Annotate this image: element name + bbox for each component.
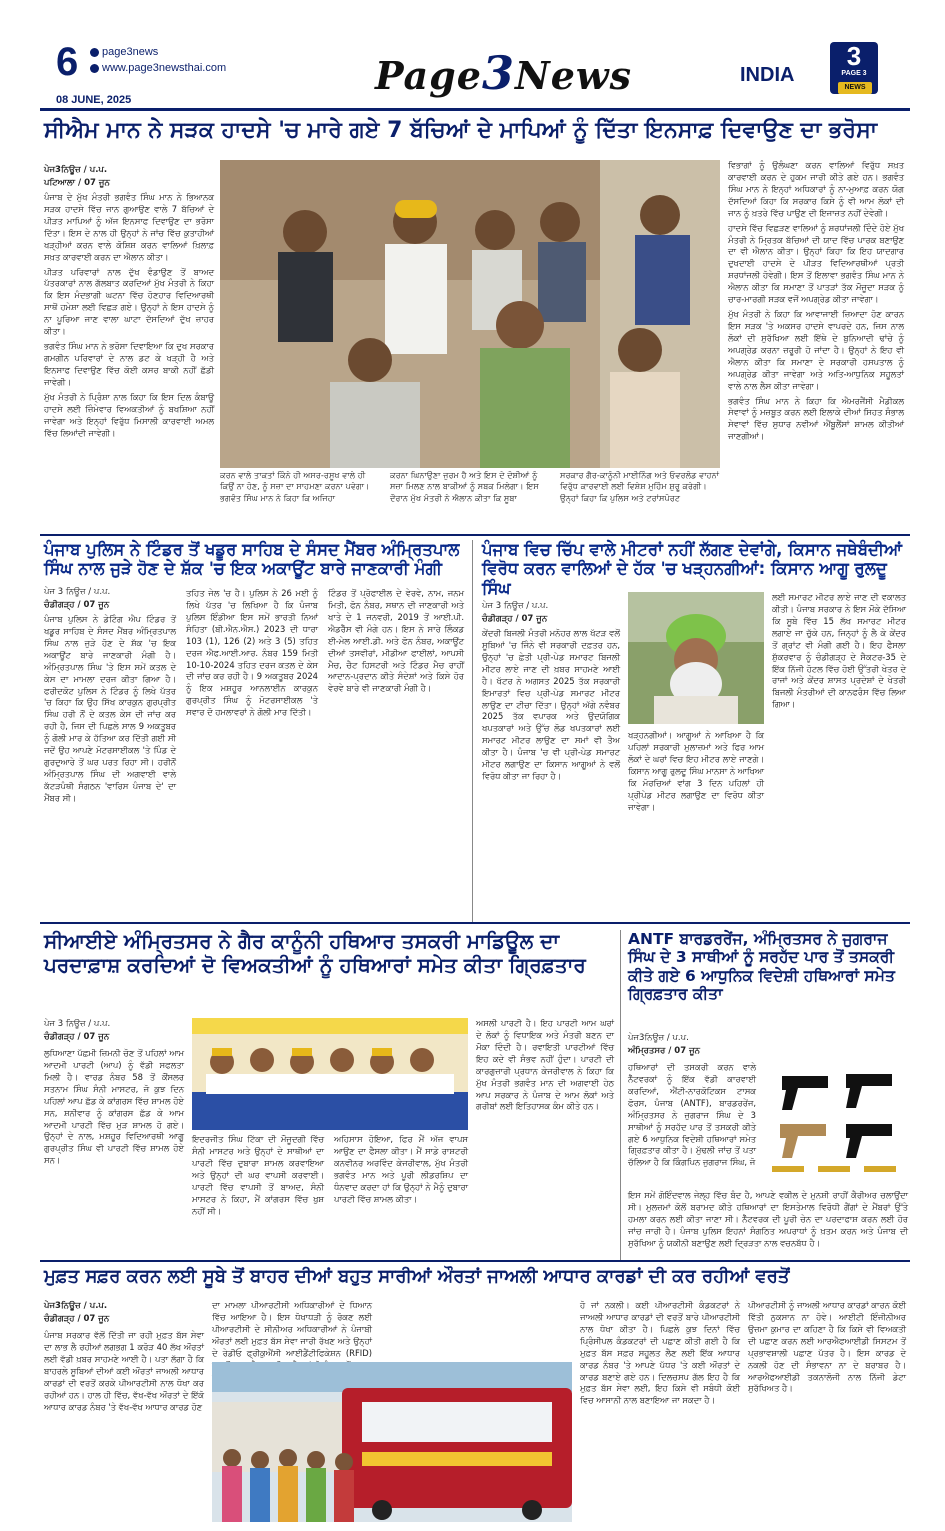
story1-caption1: ਕਰਨ ਵਾਲੇ ਤਾਕਤਾਂ ਕਿੰਨੇ ਹੀ ਅਸਰ-ਰਸੂਖ ਵਾਲੇ ਹੀ ਕਿਉਂ ਨਾ ਹੋਣ, ਨੂੰ ਸਜ਼ਾ ਦਾ ਸਾਹਮਣਾ ਕਰਨਾ ਪਵੇਗਾ। ਭਗਵੰਤ ਸਿੰਘ ਮਾਨ ਨੇ ਕਿਹਾ ਕਿ ਅਜਿਹਾ <box>220 470 370 503</box>
story3-col2: ਖੜ੍ਹਨਗੀਆਂ। ਆਗੂਆਂ ਨੇ ਆਖਿਆ ਹੈ ਕਿ ਪਹਿਲਾਂ ਸਰਕਾਰੀ ਮੁਲਾਜ਼ਮਾਂ ਅਤੇ ਫਿਰ ਆਮ ਲੋਕਾਂ ਦੇ ਘਰਾਂ ਵਿਚ ਇਹ ਮੀਟਰ ਲਾਏ ਜਾਣਗੇ। ਕਿਸਾਨ ਆਗੂ ਰੁਲਦੂ ਸਿੰਘ ਮਾਨਸਾ ਨੇ ਆਖਿਆ ਕਿ ਮੋਰਚਿਆਂ ਵਾਂਗ 3 ਦਿਨ ਪਹਿਲਾਂ ਹੀ ਪ੍ਰੀਪੇਡ ਮੀਟਰ ਲਗਾਉਣ ਦਾ ਵਿਰੋਧ ਕੀਤਾ ਜਾਵੇਗਾ। <box>628 730 765 812</box>
story4-headline: ਸੀਆਈਏ ਅੰਮ੍ਰਿਤਸਰ ਨੇ ਗੈਰ ਕਾਨੂੰਨੀ ਹਥਿਆਰ ਤਸਕਰੀ ਮਾਡਿਊਲ ਦਾ ਪਰਦਾਫ਼ਾਸ਼ ਕਰਦਿਆਂ ਦੋ ਵਿਅਕਤੀਆਂ ਨੂੰ ਹਥਿਆਰਾਂ ਸਮੇਤ ਕੀਤਾ ਗ੍ਰਿਫ਼ਤਾਰ <box>44 929 586 977</box>
column-divider <box>620 930 621 1260</box>
globe-icon <box>90 64 99 73</box>
page3-badge: 3 PAGE 3 NEWS <box>830 42 878 94</box>
masthead <box>40 36 910 108</box>
story1-col-right: ਵਿਭਾਗਾਂ ਨੂੰ ਉਲੰਘਣਾ ਕਰਨ ਵਾਲਿਆਂ ਵਿਰੁੱਧ ਸਖ਼ਤ ਕਾਰਵਾਈ ਕਰਨ ਦੇ ਹੁਕਮ ਜਾਰੀ ਕੀਤੇ ਗਏ ਹਨ। ਭਗਵੰਤ ਸਿੰਘ ਮਾਨ ਨੇ ਇਨ੍ਹਾਂ ਅਧਿਕਾਰਾਂ ਨੂੰ ਨਾ-ਮੁਆਫ਼ ਕਰਨ ਯੋਗ ਦੱਸਦਿਆਂ ਕਿਹਾ ਕਿ ਸਰਕਾਰ ਕਿਸੇ ਨੂੰ ਵੀ ਆਮ ਲੋਕਾਂ ਦੀ ਜਾਨ ਨੂੰ ਖ਼ਤਰੇ ਵਿੱਚ ਪਾਉਣ ਦੀ ਇਜਾਜ਼ਤ ਨਹੀਂ ਦੇਵੇਗੀ। ਹਾਦਸੇ ਵਿੱਚ ਵਿਛੜਣ ਵਾਲਿਆਂ ਨੂੰ ਸ਼ਰਧਾਂਜਲੀ ਦਿੰਦੇ ਹੋਏ ਮੁੱਖ ਮੰਤਰੀ ਨੇ ਮ੍ਰਿਤਕ ਬੱਚਿਆਂ ਦੀ ਯਾਦ ਵਿੱਚ ਪਾਰਕ ਬਣਾਉਣ ਦਾ ਵੀ ਐਲਾਨ ਕੀਤਾ। ਉਨ੍ਹਾਂ ਕਿਹਾ ਕਿ ਇਹ ਯਾਦਗਾਰ ਦੁਖਦਾਈ ਹਾਦਸੇ ਦੇ ਪੀੜਤ ਵਿਦਿਆਰਥੀਆਂ ਪ੍ਰਤੀ ਸ਼ਰਧਾਂਜਲੀ ਹੋਵੇਗੀ। ਇਸ ਤੋਂ ਇਲਾਵਾ ਭਗਵੰਤ ਸਿੰਘ ਮਾਨ ਨੇ ਐਲਾਨ ਕੀਤਾ ਕਿ ਸਮਾਣਾ ਤੋਂ ਪਾਤੜਾਂ ਤੱਕ ਮੌਜੂਦਾ ਸੜਕ ਨੂੰ ਚਾਰ-ਮਾਰਗੀ ਸੜਕ ਵਜੋਂ ਅਪਗ੍ਰੇਡ ਕੀਤਾ ਜਾਵੇਗਾ। ਮੁੱਖ ਮੰਤਰੀ ਨੇ ਕਿਹਾ ਕਿ ਆਵਾਜਾਈ ਜ਼ਿਆਦਾ ਹੋਣ ਕਾਰਨ ਇਸ ਸੜਕ 'ਤੇ ਅਕਸਰ ਹਾਦਸੇ ਵਾਪਰਦੇ ਹਨ, ਜਿਸ ਨਾਲ ਲੋਕਾਂ ਦੀ ਸੁਰੱਖਿਆ ਲਈ ਇੱਥੇ ਦੇ ਬੁਨਿਆਦੀ ਢਾਂਚੇ ਨੂੰ ਅਪਗ੍ਰੇਡ ਕਰਨਾ ਜ਼ਰੂਰੀ ਹੋ ਜਾਂਦਾ ਹੈ। ਉਨ੍ਹਾਂ ਨੇ ਇਹ ਵੀ ਐਲਾਨ ਕੀਤਾ ਕਿ ਸਮਾਣਾ ਦੇ ਸਰਕਾਰੀ ਹਸਪਤਾਲ ਨੂੰ ਅਪਗ੍ਰੇਡ ਕੀਤਾ ਜਾਵੇਗਾ ਅਤੇ ਅਤਿ-ਆਧੁਨਿਕ ਸਹੂਲਤਾਂ ਵਾਲੇ ਨਾਲ ਲੈਸ ਕੀਤਾ ਜਾਵੇਗਾ। ਭਗਵੰਤ ਸਿੰਘ ਮਾਨ ਨੇ ਕਿਹਾ ਕਿ ਐਮਰਜੈਂਸੀ ਮੈਡੀਕਲ ਸੇਵਾਵਾਂ ਨੂੰ ਮਜ਼ਬੂਤ ਕਰਨ ਲਈ ਇਲਾਕੇ ਦੀਆਂ ਸਿਹਤ ਸੰਭਾਲ ਸੇਵਾਵਾਂ ਵਿੱਚ ਸੁਧਾਰ ਨਵੀਆਂ ਐਂਬੂਲੈਂਸਾਂ ਸ਼ਾਮਲ ਕੀਤੀਆਂ ਜਾਣਗੀਆਂ। <box>728 160 904 442</box>
story4-col3: ਅਹਿਸਾਸ ਹੋਇਆ, ਫਿਰ ਮੈਂ ਅੱਜ ਵਾਪਸ ਆਉਣ ਦਾ ਫੈਸਲਾ ਕੀਤਾ। ਮੈਂ ਸਾਡੇ ਰਾਸ਼ਟਰੀ ਕਨਵੀਨਰ ਅਰਵਿੰਦ ਕੇਜਰੀਵਾਲ, ਮੁੱਖ ਮੰਤਰੀ ਭਗਵੰਤ ਮਾਨ ਅਤੇ ਪੂਰੀ ਲੀਡਰਸ਼ਿਪ ਦਾ ਧੰਨਵਾਦ ਕਰਦਾ ਹਾਂ ਕਿ ਉਨ੍ਹਾਂ ਨੇ ਮੈਨੂੰ ਦੁਬਾਰਾ ਪਾਰਟੀ ਵਿੱਚ ਸ਼ਾਮਲ ਕੀਤਾ। <box>334 1134 468 1204</box>
column-divider <box>472 540 473 922</box>
story2-col2: ਤਹਿਤ ਜੇਲ 'ਚ ਹੈ। ਪੁਲਿਸ ਨੇ 26 ਮਈ ਨੂੰ ਲਿਖੇ ਪੱਤਰ 'ਚ ਲਿਖਿਆ ਹੈ ਕਿ ਪੰਜਾਬ ਪੁਲਿਸ ਇੰਡੀਆ ਇਸ ਸਮੇਂ ਭਾਰਤੀ ਨਿਆਂ ਸੰਹਿਤਾ (ਬੀ.ਐਨ.ਐਸ.) 2023 ਦੀ ਧਾਰਾ 103 (1), 126 (2) ਅਤੇ 3 (5) ਤਹਿਤ ਦਰਜ ਐਫ.ਆਈ.ਆਰ. ਨੰਬਰ 159 ਮਿਤੀ 10-10-2024 ਤਹਿਤ ਦਰਜ ਕਤਲ ਦੇ ਕੇਸ ਦੀ ਜਾਂਚ ਕਰ ਰਹੀ ਹੈ। 9 ਅਕਤੂਬਰ 2024 ਨੂੰ ਇਕ ਮਸ਼ਹੂਰ ਆਨਲਾਈਨ ਕਾਰਕੁਨ ਗੁਰਪ੍ਰੀਤ ਸਿੰਘ ਨੂੰ ਮੋਟਰਸਾਈਕਲ 'ਤੇ ਸਵਾਰ ਦੋ ਹਮਲਾਵਰਾਂ ਨੇ ਗੋਲੀ ਮਾਰ ਦਿੱਤੀ। <box>186 588 318 718</box>
social-handle: page3news <box>90 46 158 58</box>
story5-photo <box>762 1062 908 1186</box>
story4-meta: ਪੇਜ 3 ਨਿਊਜ਼ / ਪ.ਪ. ਚੰਡੀਗੜ੍ਹ / 07 ਜੂਨ <box>44 1019 111 1042</box>
story5-col2: ਇਸ ਸਮੇਂ ਗੋਇੰਦਵਾਲ ਜੇਲ੍ਹ ਵਿੱਚ ਬੰਦ ਹੈ, ਆਪਣੇ ਵਕੀਲ ਦੇ ਮੁਨਸ਼ੀ ਰਾਹੀਂ ਕੈਰੀਅਰ ਚਲਾਉਂਦਾ ਸੀ। ਮੁਲਜ਼ਮਾਂ ਕੋਲੋਂ ਬਰਾਮਦ ਕੀਤੇ ਹਥਿਆਰਾਂ ਦਾ ਇਸਤੇਮਾਲ ਵਿਰੋਧੀ ਗੈਂਗਾਂ ਦੇ ਮੈਂਬਰਾਂ ਉੱਤੇ ਹਮਲਾ ਕਰਨ ਲਈ ਕੀਤਾ ਜਾਣਾ ਸੀ। ਨੈੱਟਵਰਕ ਦੀ ਪੂਰੀ ਚੇਨ ਦਾ ਪਰਦਾਫਾਸ਼ ਕਰਨ ਲਈ ਹੋਰ ਜਾਂਚ ਜਾਰੀ ਹੈ। ਪੰਜਾਬ ਪੁਲਿਸ ਇਹਨਾਂ ਸੰਗਠਿਤ ਅਪਰਾਧਾਂ ਨੂੰ ਖ਼ਤਮ ਕਰਨ ਅਤੇ ਪੰਜਾਬ ਦੀ ਸੁਰੱਖਿਆ ਨੂੰ ਯਕੀਨੀ ਬਣਾਉਣ ਲਈ ਦ੍ਰਿੜਤਾ ਨਾਲ ਵਚਨਬੱਧ ਹੈ। <box>628 1190 908 1248</box>
story5-col1: ਹਥਿਆਰਾਂ ਦੀ ਤਸਕਰੀ ਕਰਨ ਵਾਲੇ ਨੈੱਟਵਰਕਾਂ ਨੂੰ ਇੱਕ ਵੱਡੀ ਕਾਰਵਾਈ ਕਰਦਿਆਂ, ਐਂਟੀ-ਨਾਰਕੋਟਿਕਸ ਟਾਸਕ ਫੋਰਸ, ਪੰਜਾਬ (ANTF), ਬਾਰਡਰਰੇਂਜ, ਅੰਮ੍ਰਿਤਸਰ ਨੇ ਜੁਗਰਾਜ ਸਿੰਘ ਦੇ 3 ਸਾਥੀਆਂ ਨੂੰ ਸਰਹੱਦ ਪਾਰ ਤੋਂ ਤਸਕਰੀ ਕੀਤੇ ਗਏ 6 ਆਧੁਨਿਕ ਵਿਦੇਸ਼ੀ ਹਥਿਆਰਾਂ ਸਮੇਤ ਗ੍ਰਿਫ਼ਤਾਰ ਕੀਤਾ ਹੈ। ਮੁੱਢਲੀ ਜਾਂਚ ਤੋਂ ਪਤਾ ਚੱਲਿਆ ਹੈ ਕਿ ਕਿੰਗਪਿਨ ਜੁਗਰਾਜ ਸਿੰਘ, ਜੋ <box>628 1062 756 1168</box>
story1-meta: ਪੇਜ3ਨਿਊਜ਼ / ਪ.ਪ. ਪਟਿਆਲਾ / 07 ਜੂਨ <box>44 165 110 188</box>
story3-col1: ਕੇਂਦਰੀ ਬਿਜਲੀ ਮੰਤਰੀ ਮਨੋਹਰ ਲਾਲ ਖੱਟੜ ਵਲੋਂ ਸੂਬਿਆਂ 'ਚ ਜਿੰਨੇ ਵੀ ਸਰਕਾਰੀ ਦਫ਼ਤਰ ਹਨ, ਉਨ੍ਹਾਂ 'ਚ ਛੇਤੀ ਪ੍ਰੀ-ਪੇਡ ਸਮਾਰਟ ਬਿਜਲੀ ਮੀਟਰ ਲਾਏ ਜਾਣ ਦੀ ਖ਼ਬਰ ਸਾਹਮਣੇ ਆਈ ਹੈ। ਖੱਟਰ ਨੇ ਅਗਸਤ 2025 ਤੱਕ ਸਰਕਾਰੀ ਇਮਾਰਤਾਂ ਵਿਚ ਪ੍ਰੀ-ਪੇਡ ਸਮਾਰਟ ਮੀਟਰ ਲਾਉਣ ਦਾ ਟੀਚਾ ਦਿੱਤਾ। ਉਨ੍ਹਾਂ ਅੱਗੇ ਨਵੰਬਰ 2025 ਤੱਕ ਵਪਾਰਕ ਅਤੇ ਉਦਯੋਗਿਕ ਖਪਤਕਾਰਾਂ ਅਤੇ ਉੱਚ ਲੋਡ ਖਪਤਕਾਰਾਂ ਲਈ ਸਮਾਰਟ ਮੀਟਰ ਲਾਉਣ ਦਾ ਸਮਾਂ ਵੀ ਤੈਅ ਕੀਤਾ ਹੈ। ਪੰਜਾਬ 'ਚ ਵੀ ਪ੍ਰੀ-ਪੇਡ ਸਮਾਰਟ ਮੀਟਰ ਲਗਾਉਣ ਦਾ ਕਿਸਾਨ ਆਗੂਆਂ ਨੇ ਵਲੋਂ ਵਿਰੋਧ ਕੀਤਾ ਜਾ ਰਿਹਾ ਹੈ। <box>482 628 620 782</box>
story1-caption2: ਕਰਨਾ ਘਿਨਾਉਣਾ ਜੁਰਮ ਹੈ ਅਤੇ ਇਸ ਦੇ ਦੋਸ਼ੀਆਂ ਨੂੰ ਸਜ਼ਾ ਮਿਲਣ ਨਾਲ ਬਾਕੀਆਂ ਨੂੰ ਸਬਕ ਮਿਲੇਗਾ। ਇਸ ਦੌਰਾਨ ਮੁੱਖ ਮੰਤਰੀ ਨੇ ਐਲਾਨ ਕੀਤਾ ਕਿ ਸੂਬਾ <box>390 470 539 503</box>
story3-meta: ਪੇਜ 3 ਨਿਊਜ਼ / ਪ.ਪ. ਚੰਡੀਗੜ੍ਹ / 07 ਜੂਨ <box>482 601 549 624</box>
story3-headline: ਪੰਜਾਬ ਵਿਚ ਚਿੱਪ ਵਾਲੇ ਮੀਟਰਾਂ ਨਹੀਂ ਲੱਗਣ ਦੇਵਾਂਗੇ, ਕਿਸਾਨ ਜਥੇਬੰਦੀਆਂ ਵਿਰੋਧ ਕਰਨ ਵਾਲਿਆਂ ਦੇ ਹੱਕ 'ਚ ਖੜ੍ਹਨਗੀਆਂ: ਕਿਸਾਨ ਆਗੂ ਰੁਲਦੂ ਸਿੰਘ <box>482 540 902 598</box>
divider <box>40 534 910 536</box>
story4-photo <box>192 1018 468 1130</box>
story1-headline: ਸੀਐਮ ਮਾਨ ਨੇ ਸੜਕ ਹਾਦਸੇ 'ਚ ਮਾਰੇ ਗਏ 7 ਬੱਚਿਆਂ ਦੇ ਮਾਪਿਆਂ ਨੂੰ ਦਿੱਤਾ ਇਨਸਾਫ਼ ਦਿਵਾਉਣ ਦਾ ਭਰੋਸਾ <box>44 118 878 143</box>
story2-headline: ਪੰਜਾਬ ਪੁਲਿਸ ਨੇ ਟਿੰਡਰ ਤੋਂ ਖਡੂਰ ਸਾਹਿਬ ਦੇ ਸੰਸਦ ਮੈਂਬਰ ਅੰਮ੍ਰਿਤਪਾਲ ਸਿੰਘ ਨਾਲ ਜੁੜੇ ਹੋਣ ਦੇ ਸ਼ੱਕ 'ਚ ਇਕ ਅਕਾਊਂਟ ਬਾਰੇ ਜਾਣਕਾਰੀ ਮੰਗੀ <box>44 540 460 579</box>
story4-col2: ਇਦਰਜੀਤ ਸਿੰਘ ਟਿੱਕਾ ਦੀ ਮੌਜੂਦਗੀ ਵਿੱਚ ਸੰਨੀ ਮਾਸਟਰ ਅਤੇ ਉਨ੍ਹਾਂ ਦੇ ਸਾਥੀਆਂ ਦਾ ਪਾਰਟੀ ਵਿੱਚ ਦੁਬਾਰਾ ਸ਼ਾਮਲ ਕਰਵਾਇਆ ਅਤੇ ਉਨ੍ਹਾਂ ਦੀ ਘਰ ਵਾਪਸੀ ਕਰਵਾਈ। ਪਾਰਟੀ ਵਿੱਚ ਵਾਪਸੀ ਤੋਂ ਬਾਅਦ, ਸੰਨੀ ਮਾਸਟਰ ਨੇ ਕਿਹਾ, ਮੈਂ ਕਾਂਗਰਸ ਵਿੱਚ ਖੁਸ਼ ਨਹੀਂ ਸੀ। <box>192 1134 324 1216</box>
story6-col4: ਪੀਆਰਟੀਸੀ ਨੂੰ ਜਾਅਲੀ ਆਧਾਰ ਕਾਰਡਾਂ ਕਾਰਨ ਕੋਈ ਵਿੱਤੀ ਨੁਕਸਾਨ ਨਾ ਹੋਵੇ। ਆਈਟੀ ਇੰਜੀਨੀਅਰ ਉਜ਼ਮਾ ਕੁਮਾਰ ਦਾ ਕਹਿਣਾ ਹੈ ਕਿ ਕਿਸੇ ਵੀ ਵਿਅਕਤੀ ਦੀ ਪਛਾਣ ਕਰਨ ਲਈ ਆਰਐਫਆਈਡੀ ਸਿਸਟਮ ਤੋਂ ਪ੍ਰਭਾਵਸ਼ਾਲੀ ਪਛਾਣ ਪੱਤਰ ਹੈ। ਇਸ ਕਾਰਡ ਦੇ ਨਕਲੀ ਹੋਣ ਦੀ ਸੰਭਾਵਨਾ ਨਾ ਦੇ ਬਰਾਬਰ ਹੈ। ਆਰਐਫਆਈਡੀ ਤਕਨਾਲੋਜੀ ਨਾਲ ਨਿੱਜੀ ਡੇਟਾ ਸੁਰੱਖਿਅਤ ਹੈ। <box>748 1300 906 1394</box>
divider <box>40 1260 910 1262</box>
page-number: 6 <box>56 40 79 84</box>
website: www.page3newsthai.com <box>90 62 226 74</box>
story6-headline: ਮੁਫ਼ਤ ਸਫ਼ਰ ਕਰਨ ਲਈ ਸੂਬੇ ਤੋਂ ਬਾਹਰ ਦੀਆਂ ਬਹੁਤ ਸਾਰੀਆਂ ਔਰਤਾਂ ਜਾਅਲੀ ਆਧਾਰ ਕਾਰਡਾਂ ਦੀ ਕਰ ਰਹੀਆਂ ਵਰਤੋਂ <box>44 1266 790 1287</box>
story5-headline: ANTF ਬਾਰਡਰਰੇਂਜ, ਅੰਮ੍ਰਿਤਸਰ ਨੇ ਜੁਗਰਾਜ ਸਿੰਘ ਦੇ 3 ਸਾਥੀਆਂ ਨੂੰ ਸਰਹੱਦ ਪਾਰ ਤੋਂ ਤਸਕਰੀ ਕੀਤੇ ਗਏ 6 ਆਧੁਨਿਕ ਵਿਦੇਸ਼ੀ ਹਥਿਆਰਾਂ ਸਮੇਤ ਗ੍ਰਿਫ਼ਤਾਰ ਕੀਤਾ <box>628 930 895 1003</box>
story2-meta: ਪੇਜ 3 ਨਿਊਜ਼ / ਪ.ਪ. ਚੰਡੀਗੜ੍ਹ / 07 ਜੂਨ <box>44 587 111 610</box>
issue-date: 08 JUNE, 2025 <box>56 94 132 106</box>
edition-country: INDIA <box>740 64 795 86</box>
story6-photo <box>212 1362 572 1522</box>
story4-col4: ਅਸਲੀ ਪਾਰਟੀ ਹੈ। ਇਹ ਪਾਰਟੀ ਆਮ ਘਰਾਂ ਦੇ ਲੋਕਾਂ ਨੂੰ ਵਿਧਾਇਕ ਅਤੇ ਮੰਤਰੀ ਬਣਨ ਦਾ ਮੌਕਾ ਦਿੰਦੀ ਹੈ। ਰਵਾਇਤੀ ਪਾਰਟੀਆਂ ਵਿੱਚ ਇਹ ਕਦੇ ਵੀ ਸੰਭਵ ਨਹੀਂ ਹੁੰਦਾ। ਪਾਰਟੀ ਦੀ ਕਾਰਗੁਜ਼ਾਰੀ ਪ੍ਰਧਾਨ ਕੇਜਰੀਵਾਲ ਨੇ ਕਿਹਾ ਕਿ ਮੁੱਖ ਮੰਤਰੀ ਭਗਵੰਤ ਮਾਨ ਦੀ ਅਗਵਾਈ ਹੇਠ ਆਪ ਸਰਕਾਰ ਨੇ ਪੰਜਾਬ ਦੇ ਆਮ ਲੋਕਾਂ ਅਤੇ ਗਰੀਬਾਂ ਲਈ ਇਤਿਹਾਸਕ ਕੰਮ ਕੀਤੇ ਹਨ। <box>476 1018 614 1112</box>
story1-photo <box>220 160 720 468</box>
story4-col1: ਲੁਧਿਆਣਾ ਪੱਛਮੀ ਜ਼ਿਮਨੀ ਚੋਣ ਤੋਂ ਪਹਿਲਾਂ ਆਮ ਆਦਮੀ ਪਾਰਟੀ (ਆਪ) ਨੂੰ ਵੱਡੀ ਸਫਲਤਾ ਮਿਲੀ ਹੈ। ਵਾਰਡ ਨੰਬਰ 58 ਤੋਂ ਕੌਂਸਲਰ ਸਤਨਾਮ ਸਿੰਘ ਸੰਨੀ ਮਾਸਟਰ, ਜੋ ਕੁਝ ਦਿਨ ਪਹਿਲਾਂ ਆਪ ਛੱਡ ਕੇ ਕਾਂਗਰਸ ਵਿੱਚ ਸ਼ਾਮਲ ਹੋਏ ਸਨ, ਸ਼ਨੀਵਾਰ ਨੂੰ ਕਾਂਗਰਸ ਛੱਡ ਕੇ ਆਮ ਆਦਮੀ ਪਾਰਟੀ ਵਿੱਚ ਮੁੜ ਸ਼ਾਮਲ ਹੋ ਗਏ। ਉਨ੍ਹਾਂ ਦੇ ਨਾਲ, ਮਸ਼ਹੂਰ ਵਿਦਿਆਰਥੀ ਆਗੂ ਗੁਰਪ੍ਰੀਤ ਸਿੰਘ ਵੀ ਪਾਰਟੀ ਵਿੱਚ ਸ਼ਾਮਲ ਹੋਏ ਸਨ। <box>44 1048 184 1166</box>
social-icon <box>90 48 99 57</box>
divider <box>40 922 910 924</box>
story1-caption3: ਸਰਕਾਰ ਗੈਰ-ਕਾਨੂੰਨੀ ਮਾਈਨਿੰਗ ਅਤੇ ਓਵਰਲੋਡ ਵਾਹਨਾਂ ਵਿਰੁੱਧ ਕਾਰਵਾਈ ਲਈ ਵਿਸ਼ੇਸ਼ ਮੁਹਿੰਮ ਸ਼ੁਰੂ ਕਰੇਗੀ। ਉਨ੍ਹਾਂ ਕਿਹਾ ਕਿ ਪੁਲਿਸ ਅਤੇ ਟਰਾਂਸਪੋਰਟ <box>560 470 720 503</box>
story6-col1: ਪੰਜਾਬ ਸਰਕਾਰ ਵੱਲੋਂ ਦਿੱਤੀ ਜਾ ਰਹੀ ਮੁਫ਼ਤ ਬੱਸ ਸੇਵਾ ਦਾ ਲਾਭ ਲੈ ਰਹੀਆਂ ਲਗਭਗ 1 ਕਰੋੜ 40 ਲੱਖ ਔਰਤਾਂ ਲਈ ਵੱਡੀ ਖ਼ਬਰ ਸਾਹਮਣੇ ਆਈ ਹੈ। ਪਤਾ ਲੱਗਾ ਹੈ ਕਿ ਬਾਹਰਲੇ ਸੂਬਿਆਂ ਦੀਆਂ ਕਈ ਔਰਤਾਂ ਜਾਅਲੀ ਆਧਾਰ ਕਾਰਡਾਂ ਦੀ ਵਰਤੋਂ ਕਰਕੇ ਪੀਆਰਟੀਸੀ ਨਾਲ ਧੋਖਾ ਕਰ ਰਹੀਆਂ ਹਨ। ਹਾਲ ਹੀ ਵਿੱਚ, ਵੱਖ-ਵੱਖ ਔਰਤਾਂ ਦੇ ਇੱਕੋ ਆਧਾਰ ਕਾਰਡ ਨੰਬਰ 'ਤੇ ਵੱਖ-ਵੱਖ ਆਧਾਰ ਕਾਰਡ ਹੋਣ <box>44 1330 204 1412</box>
story6-col3: ਹੋ ਜਾਂ ਨਕਲੀ। ਕਈ ਪੀਆਰਟੀਸੀ ਕੰਡਕਟਰਾਂ ਨੇ ਜਾਅਲੀ ਆਧਾਰ ਕਾਰਡਾਂ ਦੀ ਵਰਤੋਂ ਬਾਰੇ ਪੀਆਰਟੀਸੀ ਨਾਲ ਧੋਖਾ ਕੀਤਾ ਹੈ। ਪਿਛਲੇ ਕੁਝ ਦਿਨਾਂ ਵਿੱਚ ਪ੍ਰਿੰਸੀਪਲ ਕੰਡਕਟਰਾਂ ਦੀ ਪਛਾਣ ਕੀਤੀ ਗਈ ਹੈ ਕਿ ਮੁਫ਼ਤ ਬੱਸ ਸਫ਼ਰ ਸਹੂਲਤ ਲੈਣ ਲਈ ਇੱਕ ਆਧਾਰ ਕਾਰਡ ਨੰਬਰ 'ਤੇ ਆਪਣੇ ਪੱਧਰ 'ਤੇ ਕਈ ਔਰਤਾਂ ਦੇ ਕਾਰਡ ਬਣਾਏ ਗਏ ਹਨ। ਦਿਲਚਸਪ ਗੱਲ ਇਹ ਹੈ ਕਿ ਮੁਫ਼ਤ ਬੱਸ ਸੇਵਾ ਲਈ, ਇਹ ਕਿਸੇ ਵੀ ਸਬੰਧੀ ਕੋਈ ਵਿਚ ਆਸਾਨੀ ਨਾਲ ਬਣਾਇਆ ਜਾ ਸਕਦਾ ਹੈ। <box>580 1300 740 1406</box>
story3-col3: ਲਈ ਸਮਾਰਟ ਮੀਟਰ ਲਾਏ ਜਾਣ ਦੀ ਵਕਾਲਤ ਕੀਤੀ। ਪੰਜਾਬ ਸਰਕਾਰ ਨੇ ਇਸ ਮੌਕੇ ਦੱਸਿਆ ਕਿ ਸੂਬੇ ਵਿੱਚ 15 ਲੱਖ ਸਮਾਰਟ ਮੀਟਰ ਲਗਾਏ ਜਾ ਚੁੱਕੇ ਹਨ, ਜਿਨ੍ਹਾਂ ਨੂੰ ਲੈ ਕੇ ਕੇਂਦਰ ਤੋਂ ਗ੍ਰਾਂਟ ਵੀ ਮੰਗੀ ਗਈ ਹੈ। ਇਹ ਫੈਸਲਾ ਸ਼ੁੱਕਰਵਾਰ ਨੂੰ ਚੰਡੀਗੜ੍ਹ ਦੇ ਸੈਕਟਰ-35 ਦੇ ਇੱਕ ਨਿੱਜੀ ਹੋਟਲ ਵਿੱਚ ਹੋਈ ਉੱਤਰੀ ਖੇਤਰ ਦੇ ਰਾਜਾਂ ਅਤੇ ਕੇਂਦਰ ਸ਼ਾਸਤ ਪ੍ਰਦੇਸ਼ਾਂ ਦੇ ਖੇਤਰੀ ਬਿਜਲੀ ਮੰਤਰੀਆਂ ਦੀ ਕਾਨਫਰੰਸ ਵਿੱਚ ਲਿਆ ਗਿਆ। <box>772 592 906 710</box>
story2-col3: ਟਿੰਡਰ ਤੋਂ ਪ੍ਰੋਫਾਈਲ ਦੇ ਵੇਰਵੇ, ਨਾਮ, ਜਨਮ ਮਿਤੀ, ਫੋਨ ਨੰਬਰ, ਸਥਾਨ ਦੀ ਜਾਣਕਾਰੀ ਅਤੇ ਖਾਤੇ ਦੇ 1 ਜਨਵਰੀ, 2019 ਤੋਂ ਆਈ.ਪੀ. ਐਡਰੈੱਸ ਵੀ ਮੰਗੇ ਹਨ। ਇਸ ਨੇ ਸਾਰੇ ਲਿੰਕਡ ਈ-ਮੇਲ ਆਈ.ਡੀ. ਅਤੇ ਫੋਨ ਨੰਬਰ, ਅਕਾਊਂਟ ਦੀਆਂ ਤਸਵੀਰਾਂ, ਮੀਡੀਆ ਫਾਈਲਾਂ, ਆਪਸੀ ਮੈਚ, ਚੈਟ ਹਿਸਟਰੀ ਅਤੇ ਟਿੰਡਰ ਮੈਚ ਰਾਹੀਂ ਆਦਾਨ-ਪ੍ਰਦਾਨ ਕੀਤੇ ਸੰਦੇਸ਼ਾਂ ਅਤੇ ਕਿਸੇ ਹੋਰ ਵੇਰਵੇ ਬਾਰੇ ਵੀ ਜਾਣਕਾਰੀ ਮੰਗੀ ਹੈ। <box>328 588 464 694</box>
story3-photo <box>628 592 764 724</box>
story5-meta: ਪੇਜ3ਨਿਊਜ਼ / ਪ.ਪ. ਅੰਮ੍ਰਿਤਸਰ / 07 ਜੂਨ <box>628 1033 700 1056</box>
story6-col2: ਦਾ ਮਾਮਲਾ ਪੀਆਰਟੀਸੀ ਅਧਿਕਾਰੀਆਂ ਦੇ ਧਿਆਨ ਵਿੱਚ ਆਇਆ ਹੈ। ਇਸ ਧੋਖਾਧੜੀ ਨੂੰ ਰੋਕਣ ਲਈ ਪੀਆਰਟੀਸੀ ਦੇ ਸੀਨੀਅਰ ਅਧਿਕਾਰੀਆਂ ਨੇ ਪੰਜਾਬੀ ਔਰਤਾਂ ਲਈ ਮੁਫ਼ਤ ਬੱਸ ਸੇਵਾ ਜਾਰੀ ਰੱਖਣ ਅਤੇ ਉਨ੍ਹਾਂ ਦੇ ਰੇਡੀਓ ਫ੍ਰੀਕੁਐਂਸੀ ਆਈਡੈਂਟੀਫਿਕੇਸ਼ਨ (RFID) <box>212 1300 372 1358</box>
story6-meta: ਪੇਜ3ਨਿਊਜ਼ / ਪ.ਪ. ਚੰਡੀਗੜ੍ਹ / 07 ਜੂਨ <box>44 1301 110 1324</box>
story1-col1: ਪੰਜਾਬ ਦੇ ਮੁੱਖ ਮੰਤਰੀ ਭਗਵੰਤ ਸਿੰਘ ਮਾਨ ਨੇ ਭਿਆਨਕ ਸੜਕ ਹਾਦਸੇ ਵਿੱਚ ਜਾਨ ਗੁਆਉਣ ਵਾਲੇ 7 ਬੱਚਿਆਂ ਦੇ ਪੀੜਤ ਮਾਪਿਆਂ ਨੂੰ ਅੱਜ ਇਨਸਾਫ ਦਿਵਾਉਣ ਦਾ ਭਰੋਸਾ ਦਿੱਤਾ। ਇਸ ਦੇ ਨਾਲ ਹੀ ਉਨ੍ਹਾਂ ਨੇ ਜਾਂਚ ਵਿੱਚ ਕੁਤਾਹੀਆਂ ਖੜ੍ਹੀਆਂ ਕਰਨ ਵਾਲੇ ਕੋਸ਼ਿਸ਼ ਕਰਨ ਵਾਲਿਆਂ ਖ਼ਿਲਾਫ਼ ਸਖ਼ਤ ਕਾਰਵਾਈ ਕਰਨ ਦਾ ਐਲਾਨ ਕੀਤਾ। ਪੀੜਤ ਪਰਿਵਾਰਾਂ ਨਾਲ ਦੁੱਖ ਵੰਡਾਉਣ ਤੋਂ ਬਾਅਦ ਪੱਤਰਕਾਰਾਂ ਨਾਲ ਗੱਲਬਾਤ ਕਰਦਿਆਂ ਮੁੱਖ ਮੰਤਰੀ ਨੇ ਕਿਹਾ ਕਿ ਇਸ ਮੰਦਭਾਗੀ ਘਟਨਾ ਵਿੱਚ ਹੋਣਹਾਰ ਵਿਦਿਆਰਥੀ ਸਾਥੋਂ ਹਮੇਸ਼ਾ ਲਈ ਵਿਛੜ ਗਏ। ਉਨ੍ਹਾਂ ਨੇ ਇਸ ਹਾਦਸੇ ਨੂੰ ਨਾ ਪੂਰਿਆ ਜਾਣ ਵਾਲਾ ਘਾਟਾ ਦੱਸਦਿਆਂ ਦੁੱਖ ਜ਼ਾਹਰ ਕੀਤਾ। ਭਗਵੰਤ ਸਿੰਘ ਮਾਨ ਨੇ ਭਰੋਸਾ ਦਿਵਾਇਆ ਕਿ ਦੁਖ ਸਰਕਾਰ ਗਮਗੀਨ ਪਰਿਵਾਰਾਂ ਦੇ ਨਾਲ ਡਟ ਕੇ ਖੜ੍ਹੀ ਹੈ ਅਤੇ ਇਨਸਾਫ ਦਿਵਾਉਣ ਵਿੱਚ ਕੋਈ ਕਸਰ ਬਾਕੀ ਨਹੀਂ ਛੱਡੀ ਜਾਵੇਗੀ। ਮੁੱਖ ਮੰਤਰੀ ਨੇ ਪ੍ਰਿੰਸ਼ਾ ਨਾਲ ਕਿਹਾ ਕਿ ਇਸ ਦਿਲ ਕੰਬਾਊ ਹਾਦਸੇ ਲਈ ਜ਼ਿੰਮੇਵਾਰ ਵਿਅਕਤੀਆਂ ਨੂੰ ਬਖਸ਼ਿਆ ਨਹੀਂ ਜਾਵੇਗਾ ਅਤੇ ਇਨ੍ਹਾਂ ਵਿਰੁੱਧ ਮਿਸਾਲੀ ਕਾਰਵਾਈ ਅਮਲ ਵਿੱਚ ਲਿਆਂਦੀ ਜਾਵੇਗੀ। <box>44 192 214 438</box>
story2-col1: ਪੰਜਾਬ ਪੁਲਿਸ ਨੇ ਡੇਟਿੰਗ ਐਪ ਟਿੰਡਰ ਤੋਂ ਖਡੂਰ ਸਾਹਿਬ ਦੇ ਸੰਸਦ ਮੈਂਬਰ ਅੰਮ੍ਰਿਤਪਾਲ ਸਿੰਘ ਨਾਲ ਜੁੜੇ ਹੋਣ ਦੇ ਸ਼ੱਕ 'ਚ ਇਕ ਅਕਾਊਂਟ ਬਾਰੇ ਜਾਣਕਾਰੀ ਮੰਗੀ ਹੈ। ਅੰਮ੍ਰਿਤਪਾਲ ਸਿੰਘ 'ਤੇ ਇਸ ਸਮੇਂ ਕਤਲ ਦੇ ਕੇਸ ਦਾ ਮਾਮਲਾ ਦਰਜ ਕੀਤਾ ਗਿਆ ਹੈ। ਫਰੀਦਕੋਟ ਪੁਲਿਸ ਨੇ ਟਿੰਡਰ ਨੂੰ ਲਿਖੇ ਪੱਤਰ 'ਚ ਕਿਹਾ ਕਿ ਉਹ ਸਿੱਖ ਕਾਰਕੁਨ ਗੁਰਪ੍ਰੀਤ ਸਿੰਘ ਹਰੀ ਨੌਂ ਦੇ ਕਤਲ ਕੇਸ ਦੀ ਜਾਂਚ ਕਰ ਰਹੀ ਹੈ, ਜਿਸ ਦੀ ਪਿਛਲੇ ਸਾਲ 9 ਅਕਤੂਬਰ ਨੂੰ ਗੋਲੀ ਮਾਰ ਕੇ ਹੱਤਿਆ ਕਰ ਦਿੱਤੀ ਗਈ ਸੀ ਜਦੋਂ ਉਹ ਆਪਣੇ ਮੋਟਰਸਾਈਕਲ 'ਤੇ ਪਿੰਡ ਦੇ ਗੁਰਦੁਆਰੇ ਤੋਂ ਘਰ ਪਰਤ ਰਿਹਾ ਸੀ। ਹਰੀਨੌਂ ਅੰਮ੍ਰਿਤਪਾਲ ਸਿੰਘ ਦੀ ਅਗਵਾਈ ਵਾਲੇ ਕੱਟੜਪੰਥੀ ਸੰਗਠਨ 'ਵਾਰਿਸ ਪੰਜਾਬ ਦੇ' ਦਾ ਮੈਂਬਰ ਸੀ। <box>44 614 176 803</box>
masthead-rule <box>40 108 910 111</box>
newspaper-logo: Page3News <box>375 46 632 100</box>
